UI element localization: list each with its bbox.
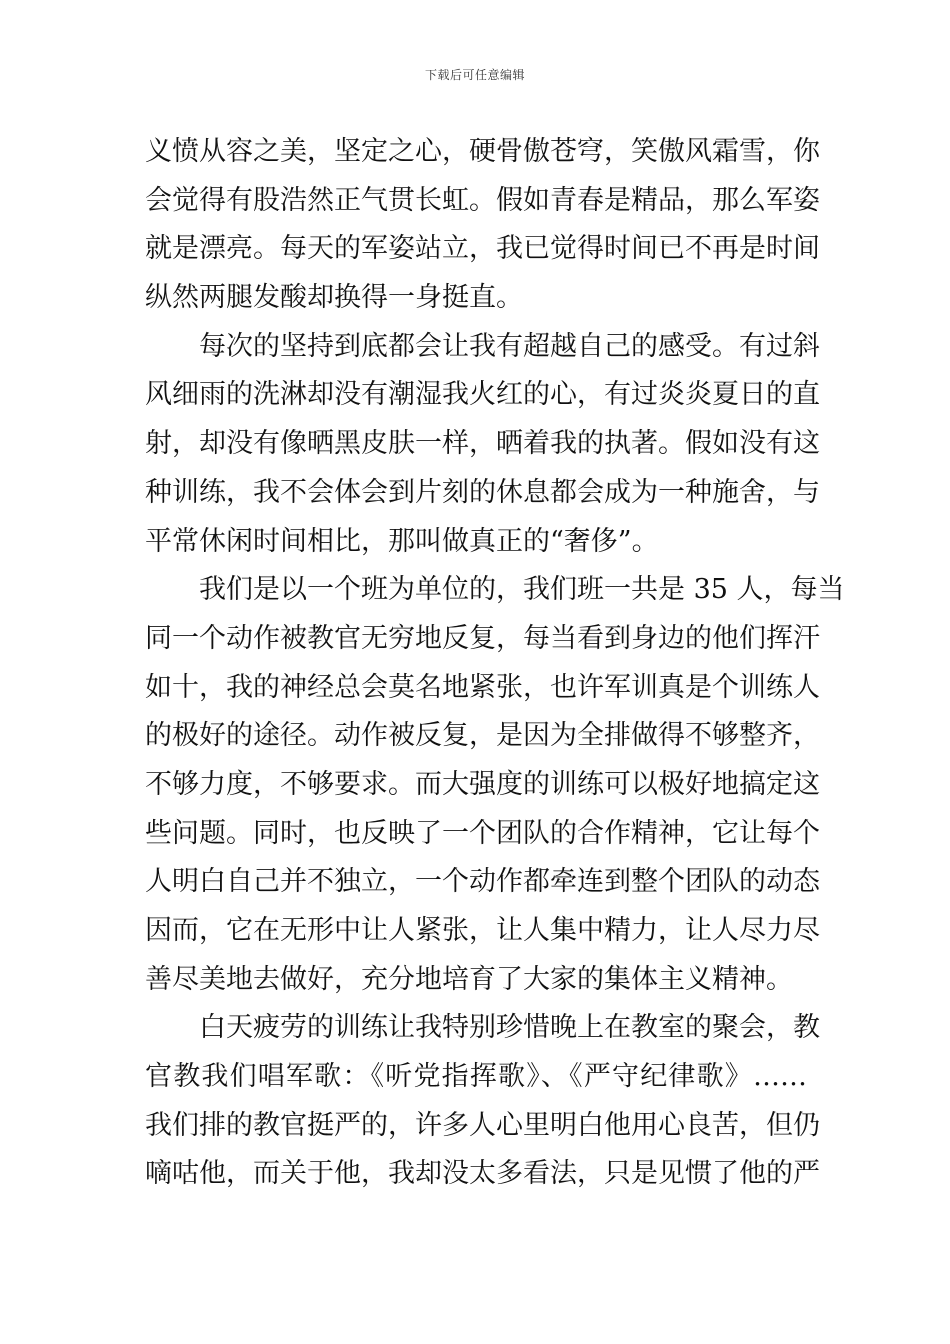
text-line: 因而，它在无形中让人紧张，让人集中精力，让人尽力尽 xyxy=(145,915,820,946)
paragraph-first-line: 白天疲劳的训练让我特别珍惜晚上在教室的聚会，教 xyxy=(199,1012,820,1044)
text-line: 我们排的教官挺严的，许多人心里明白他用心良苦，但仍 xyxy=(145,1109,820,1141)
text-line: 种训练，我不会体会到片刻的休息都会成为一种施舍，与 xyxy=(145,476,820,508)
text-line: 会觉得有股浩然正气贯长虹。假如青春是精品，那么军姿 xyxy=(145,184,820,216)
text-line: 如十，我的神经总会莫名地紧张，也许军训真是个训练人 xyxy=(145,671,820,703)
text-line: 纵然两腿发酸却换得一身挺直。 xyxy=(145,282,523,314)
paragraph-first-line: 每次的坚持到底都会让我有超越自己的感受。有过斜 xyxy=(199,330,820,362)
text-line: 官教我们唱军歌：《听党指挥歌》、《严守纪律歌》…… xyxy=(145,1061,807,1093)
paragraph-first-line: 我们是以一个班为单位的，我们班一共是 35 人，每当 xyxy=(199,574,845,606)
text-line: 风细雨的洗淋却没有潮湿我火红的心，有过炎炎夏日的直 xyxy=(145,379,820,411)
text-line: 射，却没有像晒黑皮肤一样，晒着我的执著。假如没有这 xyxy=(145,428,820,460)
body-text xyxy=(145,128,845,1199)
text-line: 义愤从容之美，坚定之心，硬骨傲苍穹，笑傲风霜雪，你 xyxy=(145,136,820,167)
text-line: 同一个动作被教官无穷地反复，每当看到身边的他们挥汗 xyxy=(145,622,820,654)
text-line: 平常休闲时间相比，那叫做真正的“奢侈”。 xyxy=(145,525,659,557)
text-line: 的极好的途径。动作被反复，是因为全排做得不够整齐， xyxy=(145,720,820,752)
text-line: 不够力度，不够要求。而大强度的训练可以极好地搞定这 xyxy=(145,768,820,800)
text-line: 嘀咕他，而关于他，我却没太多看法，只是见惯了他的严 xyxy=(145,1158,820,1190)
text-line: 人明白自己并不独立，一个动作都牵连到整个团队的动态 xyxy=(145,866,820,898)
page-header: 下载后可任意编辑 xyxy=(424,68,525,82)
text-line: 善尽美地去做好，充分地培育了大家的集体主义精神。 xyxy=(145,963,793,995)
text-line: 就是漂亮。每天的军姿站立，我已觉得时间已不再是时间 xyxy=(145,233,820,265)
text-line: 些问题。同时，也反映了一个团队的合作精神，它让每个 xyxy=(145,817,820,849)
